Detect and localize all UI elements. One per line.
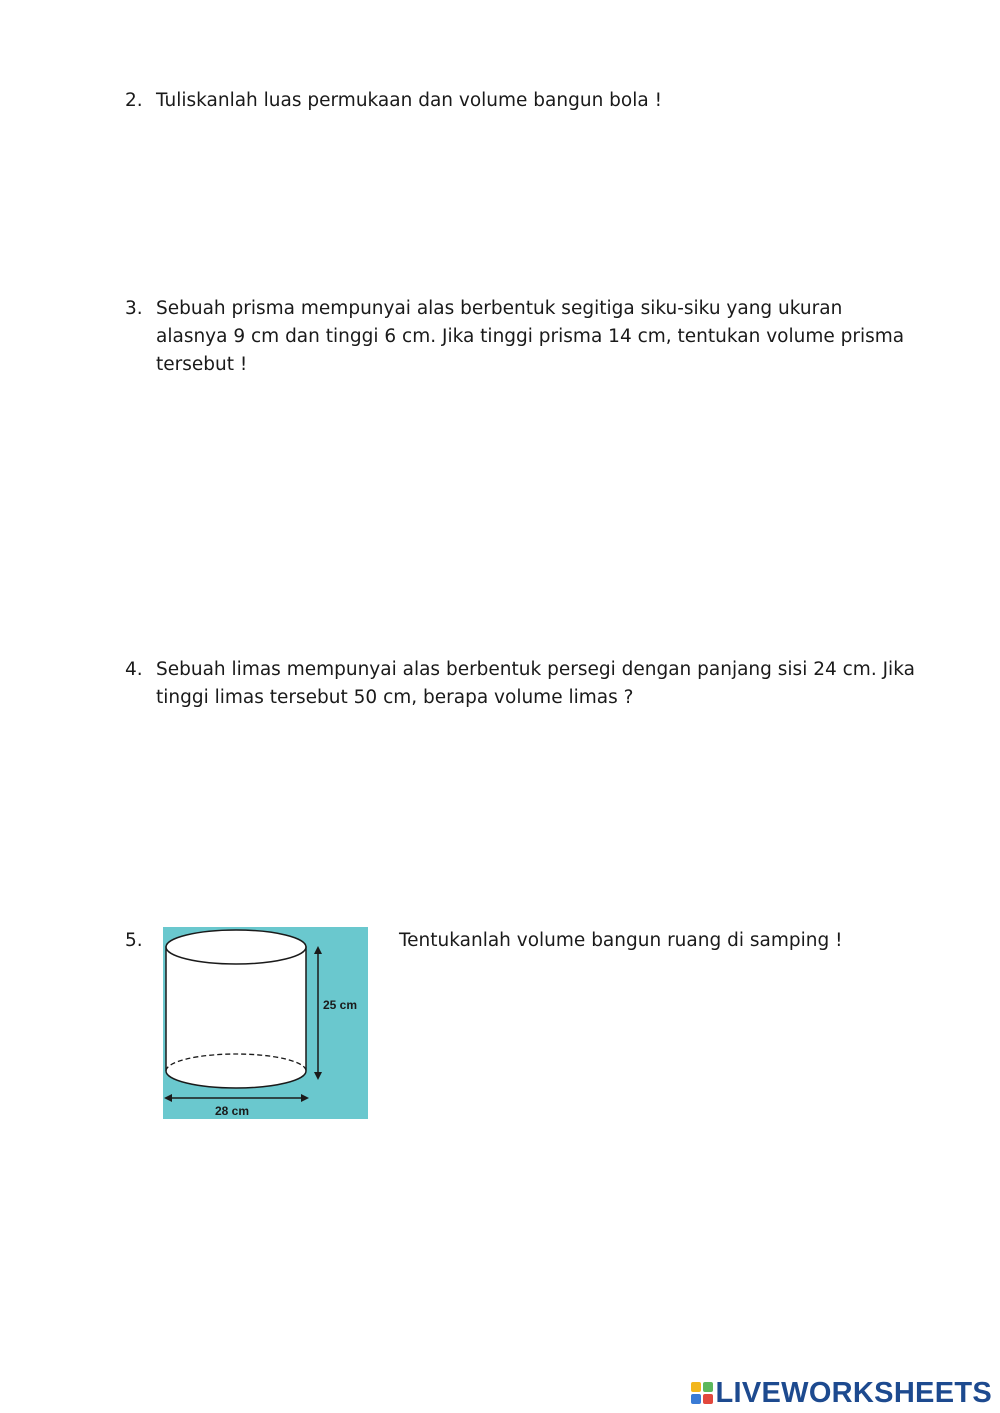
logo-block: [703, 1394, 713, 1404]
cylinder-top-ellipse: [166, 930, 306, 964]
question-text: Tentukanlah volume bangun ruang di samping !: [399, 930, 843, 951]
diameter-arrow-left-icon: [164, 1094, 172, 1102]
question-number: 5.: [125, 930, 143, 951]
logo-block: [691, 1382, 701, 1392]
diameter-label: 28 cm: [215, 1104, 250, 1118]
height-arrow-bottom-icon: [314, 1072, 322, 1080]
liveworksheets-blocks-icon: [691, 1382, 713, 1404]
diameter-arrow-right-icon: [301, 1094, 309, 1102]
question-text: Sebuah limas mempunyai alas berbentuk persegi dengan panjang sisi 24 cm. Jika tinggi limas tersebut 50 cm, berapa volume limas ?: [156, 659, 915, 708]
logo-text: LIVEWORKSHEETS: [715, 1377, 992, 1409]
logo-block: [703, 1382, 713, 1392]
logo-block: [691, 1394, 701, 1404]
question-number: 3.: [125, 298, 143, 319]
question-text: Tuliskanlah luas permukaan dan volume bangun bola !: [156, 90, 663, 111]
cylinder-diagram: [163, 927, 368, 1119]
cylinder-body: [166, 947, 306, 1088]
height-label: 25 cm: [323, 998, 358, 1012]
question-text: Sebuah prisma mempunyai alas berbentuk segitiga siku-siku yang ukuran alasnya 9 cm dan tinggi 6 cm. Jika tinggi prisma 14 cm, tentukan volume prisma tersebut !: [156, 298, 905, 375]
question-number: 2.: [125, 90, 143, 111]
height-arrow-top-icon: [314, 946, 322, 954]
liveworksheets-logo: [691, 1376, 993, 1410]
cylinder-figure: [163, 927, 368, 1119]
question-number: 4.: [125, 659, 143, 680]
